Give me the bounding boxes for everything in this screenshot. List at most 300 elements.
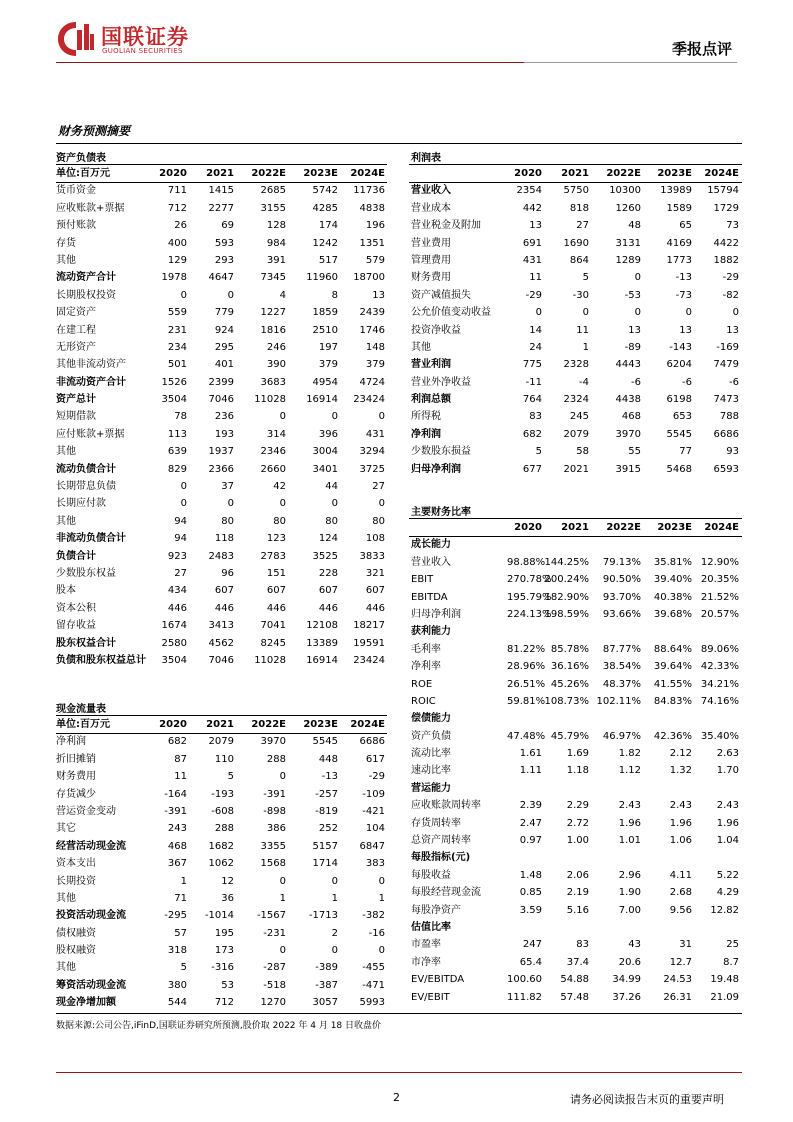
cell-value: 182.90% — [544, 591, 589, 603]
row-label: 速动比率 — [411, 765, 451, 777]
row-label: 折旧摊销 — [56, 753, 96, 765]
cell-value: 245 — [569, 411, 589, 423]
cell-value: 2328 — [563, 359, 589, 371]
row-label: 投资活动现金流 — [56, 910, 126, 922]
cell-value: 3683 — [260, 376, 286, 388]
cell-value: 113 — [167, 428, 187, 440]
cell-value: -257 — [315, 788, 338, 800]
row-label: 流动比率 — [411, 748, 451, 760]
cell-value: 0 — [378, 498, 385, 510]
cell-value: 293 — [214, 254, 234, 266]
cell-value — [692, 780, 739, 797]
cell-value: 1.82 — [618, 748, 641, 760]
cell-value: 7046 — [208, 394, 234, 406]
cell-value — [542, 849, 589, 866]
cell-value: 24 — [529, 341, 542, 353]
cell-value: 1 — [180, 875, 187, 887]
cell-value — [507, 780, 542, 797]
income-statement-table — [411, 165, 741, 478]
table-row — [56, 942, 386, 959]
cell-value: 0 — [279, 411, 286, 423]
cell-value: 48.37% — [602, 678, 641, 690]
row-label: 其他非流动资产 — [56, 359, 126, 371]
cell-value: 2399 — [208, 376, 234, 388]
row-label: 流动资产合计 — [56, 272, 116, 284]
cell-value: 0 — [180, 481, 187, 493]
table-row — [56, 304, 386, 321]
table-row — [56, 356, 386, 373]
cell-value: 2324 — [563, 394, 589, 406]
cell-value: 12108 — [306, 620, 338, 632]
cell-value: 2783 — [260, 550, 286, 562]
cell-value: 764 — [522, 394, 542, 406]
cell-value: 446 — [365, 602, 385, 614]
cell-value: 118 — [214, 533, 234, 545]
row-label: 无形资产 — [56, 341, 96, 353]
cell-value: 93.66% — [602, 608, 641, 620]
guolian-logo-icon — [56, 20, 96, 58]
cell-value: 123 — [266, 533, 286, 545]
row-label: 预付账款 — [56, 220, 96, 232]
cell-value: 1.61 — [519, 748, 542, 760]
cell-value: 124 — [318, 533, 338, 545]
cell-value: 13 — [372, 289, 385, 301]
cell-value: 923 — [167, 550, 187, 562]
cell-value: 2.43 — [618, 800, 641, 812]
row-label: 管理费用 — [411, 254, 451, 266]
table-row — [56, 959, 386, 976]
cell-value: 1270 — [260, 997, 286, 1009]
cell-value: 108 — [365, 533, 385, 545]
year-header: 2021 — [206, 168, 234, 179]
cell-value: 12.82 — [710, 904, 739, 916]
year-header: 2021 — [561, 522, 589, 533]
cell-value: 1729 — [713, 202, 739, 214]
cell-value: 11960 — [306, 272, 338, 284]
table-row — [56, 322, 386, 339]
cell-value: 818 — [569, 202, 589, 214]
row-label: 其他 — [411, 341, 431, 353]
cell-value: 6686 — [713, 428, 739, 440]
table-header-row — [411, 165, 741, 182]
cell-value: 59.81% — [507, 695, 546, 707]
cell-value: 69 — [221, 220, 234, 232]
cell-value — [589, 780, 641, 797]
cell-value: 0 — [279, 875, 286, 887]
cell-value: 8 — [331, 289, 338, 301]
cell-value: 7479 — [713, 359, 739, 371]
table-row — [56, 600, 386, 617]
cell-value: 6686 — [359, 736, 385, 748]
cell-value: 0 — [634, 307, 641, 319]
cell-value: 1 — [331, 892, 338, 904]
cell-value: 3833 — [359, 550, 385, 562]
cell-value: 2 — [331, 927, 338, 939]
cell-value: 593 — [214, 237, 234, 249]
table-row — [56, 391, 386, 408]
cell-value: 1.70 — [716, 765, 739, 777]
cell-value: 1242 — [312, 237, 338, 249]
disclaimer-note: 请务必阅读报告末页的重要声明 — [570, 1093, 724, 1106]
cell-value: 2.29 — [566, 800, 589, 812]
cell-value: 0 — [582, 307, 589, 319]
table-header-row — [56, 716, 386, 733]
table-row — [411, 304, 741, 321]
cell-value: 446 — [167, 602, 187, 614]
cell-value: 1978 — [161, 272, 187, 284]
table-row — [411, 443, 741, 460]
cell-value: 380 — [167, 979, 187, 991]
row-label: 营运资金变动 — [56, 805, 116, 817]
cell-value: 2580 — [161, 637, 187, 649]
cell-value: -29 — [722, 272, 739, 284]
cell-value: 93.70% — [602, 591, 641, 603]
cell-value: 3057 — [312, 997, 338, 1009]
cell-value: -6 — [682, 376, 692, 388]
cell-value: 98.88% — [507, 556, 546, 568]
cell-value: -898 — [263, 805, 286, 817]
table-row — [56, 408, 386, 425]
table-row — [411, 589, 741, 606]
cell-value: 94 — [174, 515, 187, 527]
cell-value: 37.4 — [566, 956, 589, 968]
year-header: 2020 — [159, 719, 187, 730]
cell-value: 295 — [214, 341, 234, 353]
cell-value: 53 — [221, 979, 234, 991]
row-label: 每股指标(元) — [411, 852, 471, 864]
table-row — [56, 374, 386, 391]
cell-value: 4169 — [666, 237, 692, 249]
cell-value: -421 — [362, 805, 385, 817]
cell-value: 243 — [167, 823, 187, 835]
cell-value: 58 — [576, 446, 589, 458]
cell-value: 5 — [535, 446, 542, 458]
row-label: 股权融资 — [56, 945, 96, 957]
cell-value: 0.97 — [519, 835, 542, 847]
table-row — [56, 565, 386, 582]
cell-value: 2.68 — [669, 887, 692, 899]
table-row — [56, 269, 386, 286]
cell-value: 13989 — [660, 185, 692, 197]
cell-value: -164 — [164, 788, 187, 800]
table-row — [56, 890, 386, 907]
cell-value: 270.78% — [507, 574, 552, 586]
cell-value: 41.55% — [653, 678, 692, 690]
cell-value: 46.97% — [602, 730, 641, 742]
year-header: 2021 — [206, 719, 234, 730]
row-label: EV/EBITDA — [411, 974, 465, 986]
cell-value: 45.26% — [550, 678, 589, 690]
row-label: ROE — [411, 678, 433, 690]
year-header: 2024E — [350, 719, 385, 730]
cell-value: 94 — [174, 533, 187, 545]
table-row — [56, 635, 386, 652]
cell-value: 401 — [214, 359, 234, 371]
cell-value: 88.64% — [653, 643, 692, 655]
cell-value: -1567 — [256, 910, 286, 922]
cell-value: 6204 — [666, 359, 692, 371]
cell-value: 1568 — [260, 858, 286, 870]
cell-value: 0 — [180, 289, 187, 301]
cell-value: 1526 — [161, 376, 187, 388]
cell-value: 197 — [318, 341, 338, 353]
cell-value: 1289 — [615, 254, 641, 266]
cell-value: 3970 — [615, 428, 641, 440]
unit-label: 单位:百万元 — [56, 719, 110, 730]
row-label: 长期应付款 — [56, 498, 106, 510]
row-label: 市盈率 — [411, 939, 441, 951]
cell-value: 0 — [535, 307, 542, 319]
row-label: 投资净收益 — [411, 324, 461, 336]
cell-value: 434 — [167, 585, 187, 597]
cell-value: 20.35% — [700, 574, 739, 586]
cell-value: 2366 — [208, 463, 234, 475]
cell-value: 87.77% — [602, 643, 641, 655]
cell-value: 6593 — [713, 463, 739, 475]
cell-value: 1 — [378, 892, 385, 904]
cell-value: 0 — [331, 875, 338, 887]
cell-value: 0 — [634, 272, 641, 284]
cell-value: 13 — [679, 324, 692, 336]
cell-value: 252 — [318, 823, 338, 835]
cell-value: 1690 — [563, 237, 589, 249]
cell-value: 3155 — [260, 202, 286, 214]
cell-value: 2021 — [563, 463, 589, 475]
cell-value: 44 — [325, 481, 338, 493]
cell-value — [641, 780, 692, 797]
table-header-row — [411, 519, 741, 536]
table-row — [411, 200, 741, 217]
ratios-header-rule — [409, 536, 742, 537]
row-label: 负债和股东权益总计 — [56, 654, 146, 666]
cell-value: -391 — [263, 788, 286, 800]
table-row — [411, 728, 741, 745]
cell-value — [589, 710, 641, 727]
cell-value: -29 — [368, 771, 385, 783]
row-label: 少数股东损益 — [411, 446, 471, 458]
row-label: 应收账款周转率 — [411, 800, 481, 812]
cell-value: 779 — [214, 307, 234, 319]
table-row — [56, 652, 386, 669]
cell-value: 468 — [167, 840, 187, 852]
cell-value — [542, 780, 589, 797]
table-row — [56, 907, 386, 924]
table-row — [411, 954, 741, 971]
cell-value: 108.73% — [544, 695, 589, 707]
cell-value: 80 — [221, 515, 234, 527]
row-label: 成长能力 — [411, 539, 451, 551]
table-row — [411, 745, 741, 762]
cell-value: 54.88 — [560, 974, 589, 986]
cell-value: 26.31 — [663, 991, 692, 1003]
cell-value: 4954 — [312, 376, 338, 388]
income-statement-title: 利润表 — [411, 153, 441, 164]
cell-value: 78 — [174, 411, 187, 423]
cash-flow-table — [56, 716, 386, 1012]
cell-value: 1.18 — [566, 765, 589, 777]
cell-value: 2.43 — [669, 800, 692, 812]
cell-value: 65 — [679, 220, 692, 232]
cell-value: 87 — [174, 753, 187, 765]
cell-value: 55 — [628, 446, 641, 458]
cell-value: 7.00 — [618, 904, 641, 916]
cell-value: 5750 — [563, 185, 589, 197]
cell-value: 42.36% — [653, 730, 692, 742]
cell-value: 2660 — [260, 463, 286, 475]
cell-value — [641, 536, 692, 553]
report-type: 季报点评 — [672, 40, 733, 58]
table-row — [56, 339, 386, 356]
row-label: EBITDA — [411, 591, 448, 603]
row-label: 其他 — [56, 254, 76, 266]
cell-value: 788 — [719, 411, 739, 423]
row-label: 资本支出 — [56, 858, 96, 870]
cell-value: 2.63 — [716, 748, 739, 760]
cell-value — [641, 710, 692, 727]
cell-value: 0 — [279, 498, 286, 510]
row-label: 资产总计 — [56, 394, 96, 406]
cell-value: 1714 — [312, 858, 338, 870]
cell-value: 34.99 — [612, 974, 641, 986]
row-label: 其他 — [56, 515, 76, 527]
cell-value: 21.52% — [700, 591, 739, 603]
cell-value: 4724 — [359, 376, 385, 388]
cell-value: 711 — [167, 185, 187, 197]
cell-value: 104 — [365, 823, 385, 835]
cell-value: 314 — [266, 428, 286, 440]
table-row — [411, 867, 741, 884]
table-row — [411, 426, 741, 443]
cell-value: 0.85 — [519, 887, 542, 899]
cell-value: 36.16% — [550, 661, 589, 673]
cell-value: 431 — [522, 254, 542, 266]
cell-value: 196 — [365, 220, 385, 232]
cell-value: 31 — [679, 939, 692, 951]
cell-value: 1062 — [208, 858, 234, 870]
cell-value: 35.40% — [700, 730, 739, 742]
table-row — [56, 478, 386, 495]
table-row — [411, 571, 741, 588]
cell-value: 4285 — [312, 202, 338, 214]
cell-value — [589, 536, 641, 553]
cell-value: 89.06% — [700, 643, 739, 655]
cell-value: 2277 — [208, 202, 234, 214]
table-row — [411, 374, 741, 391]
cell-value: 5468 — [666, 463, 692, 475]
row-label: 留存收益 — [56, 620, 96, 632]
cell-value — [641, 919, 692, 936]
cell-value: 37.26 — [612, 991, 641, 1003]
cell-value: 47.48% — [507, 730, 546, 742]
cell-value: 579 — [365, 254, 385, 266]
cell-value: 691 — [522, 237, 542, 249]
cell-value: 42 — [273, 481, 286, 493]
is-header-rule — [409, 182, 742, 183]
cell-value: 1816 — [260, 324, 286, 336]
cell-value: -389 — [315, 962, 338, 974]
row-label: 少数股东权益 — [56, 567, 116, 579]
cell-value: 0 — [227, 289, 234, 301]
cell-value — [692, 710, 739, 727]
title-divider — [56, 143, 742, 144]
cell-value: 5157 — [312, 840, 338, 852]
ratios-title: 主要财务比率 — [411, 507, 471, 518]
cell-value: 3725 — [359, 463, 385, 475]
cell-value: 639 — [167, 446, 187, 458]
row-label: 净利率 — [411, 661, 441, 673]
row-label: 固定资产 — [56, 307, 96, 319]
cell-value: -109 — [362, 788, 385, 800]
cell-value — [507, 710, 542, 727]
cell-value: 1.01 — [618, 835, 641, 847]
cell-value: 128 — [266, 220, 286, 232]
table-row — [411, 936, 741, 953]
year-header: 2023E — [657, 522, 692, 533]
row-label: 债权融资 — [56, 927, 96, 939]
cell-value: -53 — [624, 289, 641, 301]
cell-value: 96 — [221, 567, 234, 579]
cell-value: 151 — [266, 567, 286, 579]
cell-value: 13 — [628, 324, 641, 336]
cell-value: 0 — [378, 875, 385, 887]
table-row — [411, 919, 741, 936]
header — [0, 0, 793, 64]
cell-value: 4422 — [713, 237, 739, 249]
cell-value: 2346 — [260, 446, 286, 458]
cell-value: 2483 — [208, 550, 234, 562]
cell-value: 607 — [365, 585, 385, 597]
table-row — [56, 182, 386, 199]
cell-value: 2.19 — [566, 887, 589, 899]
cell-value: 148 — [365, 341, 385, 353]
cell-value: 79.13% — [602, 556, 641, 568]
cell-value: 12.7 — [669, 956, 692, 968]
cell-value: 559 — [167, 307, 187, 319]
cell-value — [641, 849, 692, 866]
cell-value: -89 — [624, 341, 641, 353]
row-label: 存货 — [56, 237, 76, 249]
year-header: 2020 — [514, 522, 542, 533]
cell-value: 2.39 — [519, 800, 542, 812]
cell-value: 1 — [279, 892, 286, 904]
cell-value: 21.09 — [710, 991, 739, 1003]
cell-value: 57 — [174, 927, 187, 939]
cell-value: 71 — [174, 892, 187, 904]
table-row — [56, 495, 386, 512]
cell-value: -193 — [211, 788, 234, 800]
row-label: 归母净利润 — [411, 608, 461, 620]
cell-value: 3525 — [312, 550, 338, 562]
cell-value — [692, 919, 739, 936]
cell-value: 2439 — [359, 307, 385, 319]
cell-value: 607 — [266, 585, 286, 597]
row-label: 每股净资产 — [411, 904, 461, 916]
row-label: 负债合计 — [56, 550, 96, 562]
cell-value: 1.12 — [618, 765, 641, 777]
cell-value: 468 — [621, 411, 641, 423]
row-label: 存货减少 — [56, 788, 96, 800]
row-label: 营业收入 — [411, 556, 451, 568]
cell-value: -73 — [675, 289, 692, 301]
row-label: 长期投资 — [56, 875, 96, 887]
cell-value: 1773 — [666, 254, 692, 266]
cell-value — [692, 536, 739, 553]
cell-value: 6198 — [666, 394, 692, 406]
row-label: 利润总额 — [411, 394, 451, 406]
cell-value: 1.32 — [669, 765, 692, 777]
table-row — [56, 786, 386, 803]
cell-value: 13 — [529, 220, 542, 232]
